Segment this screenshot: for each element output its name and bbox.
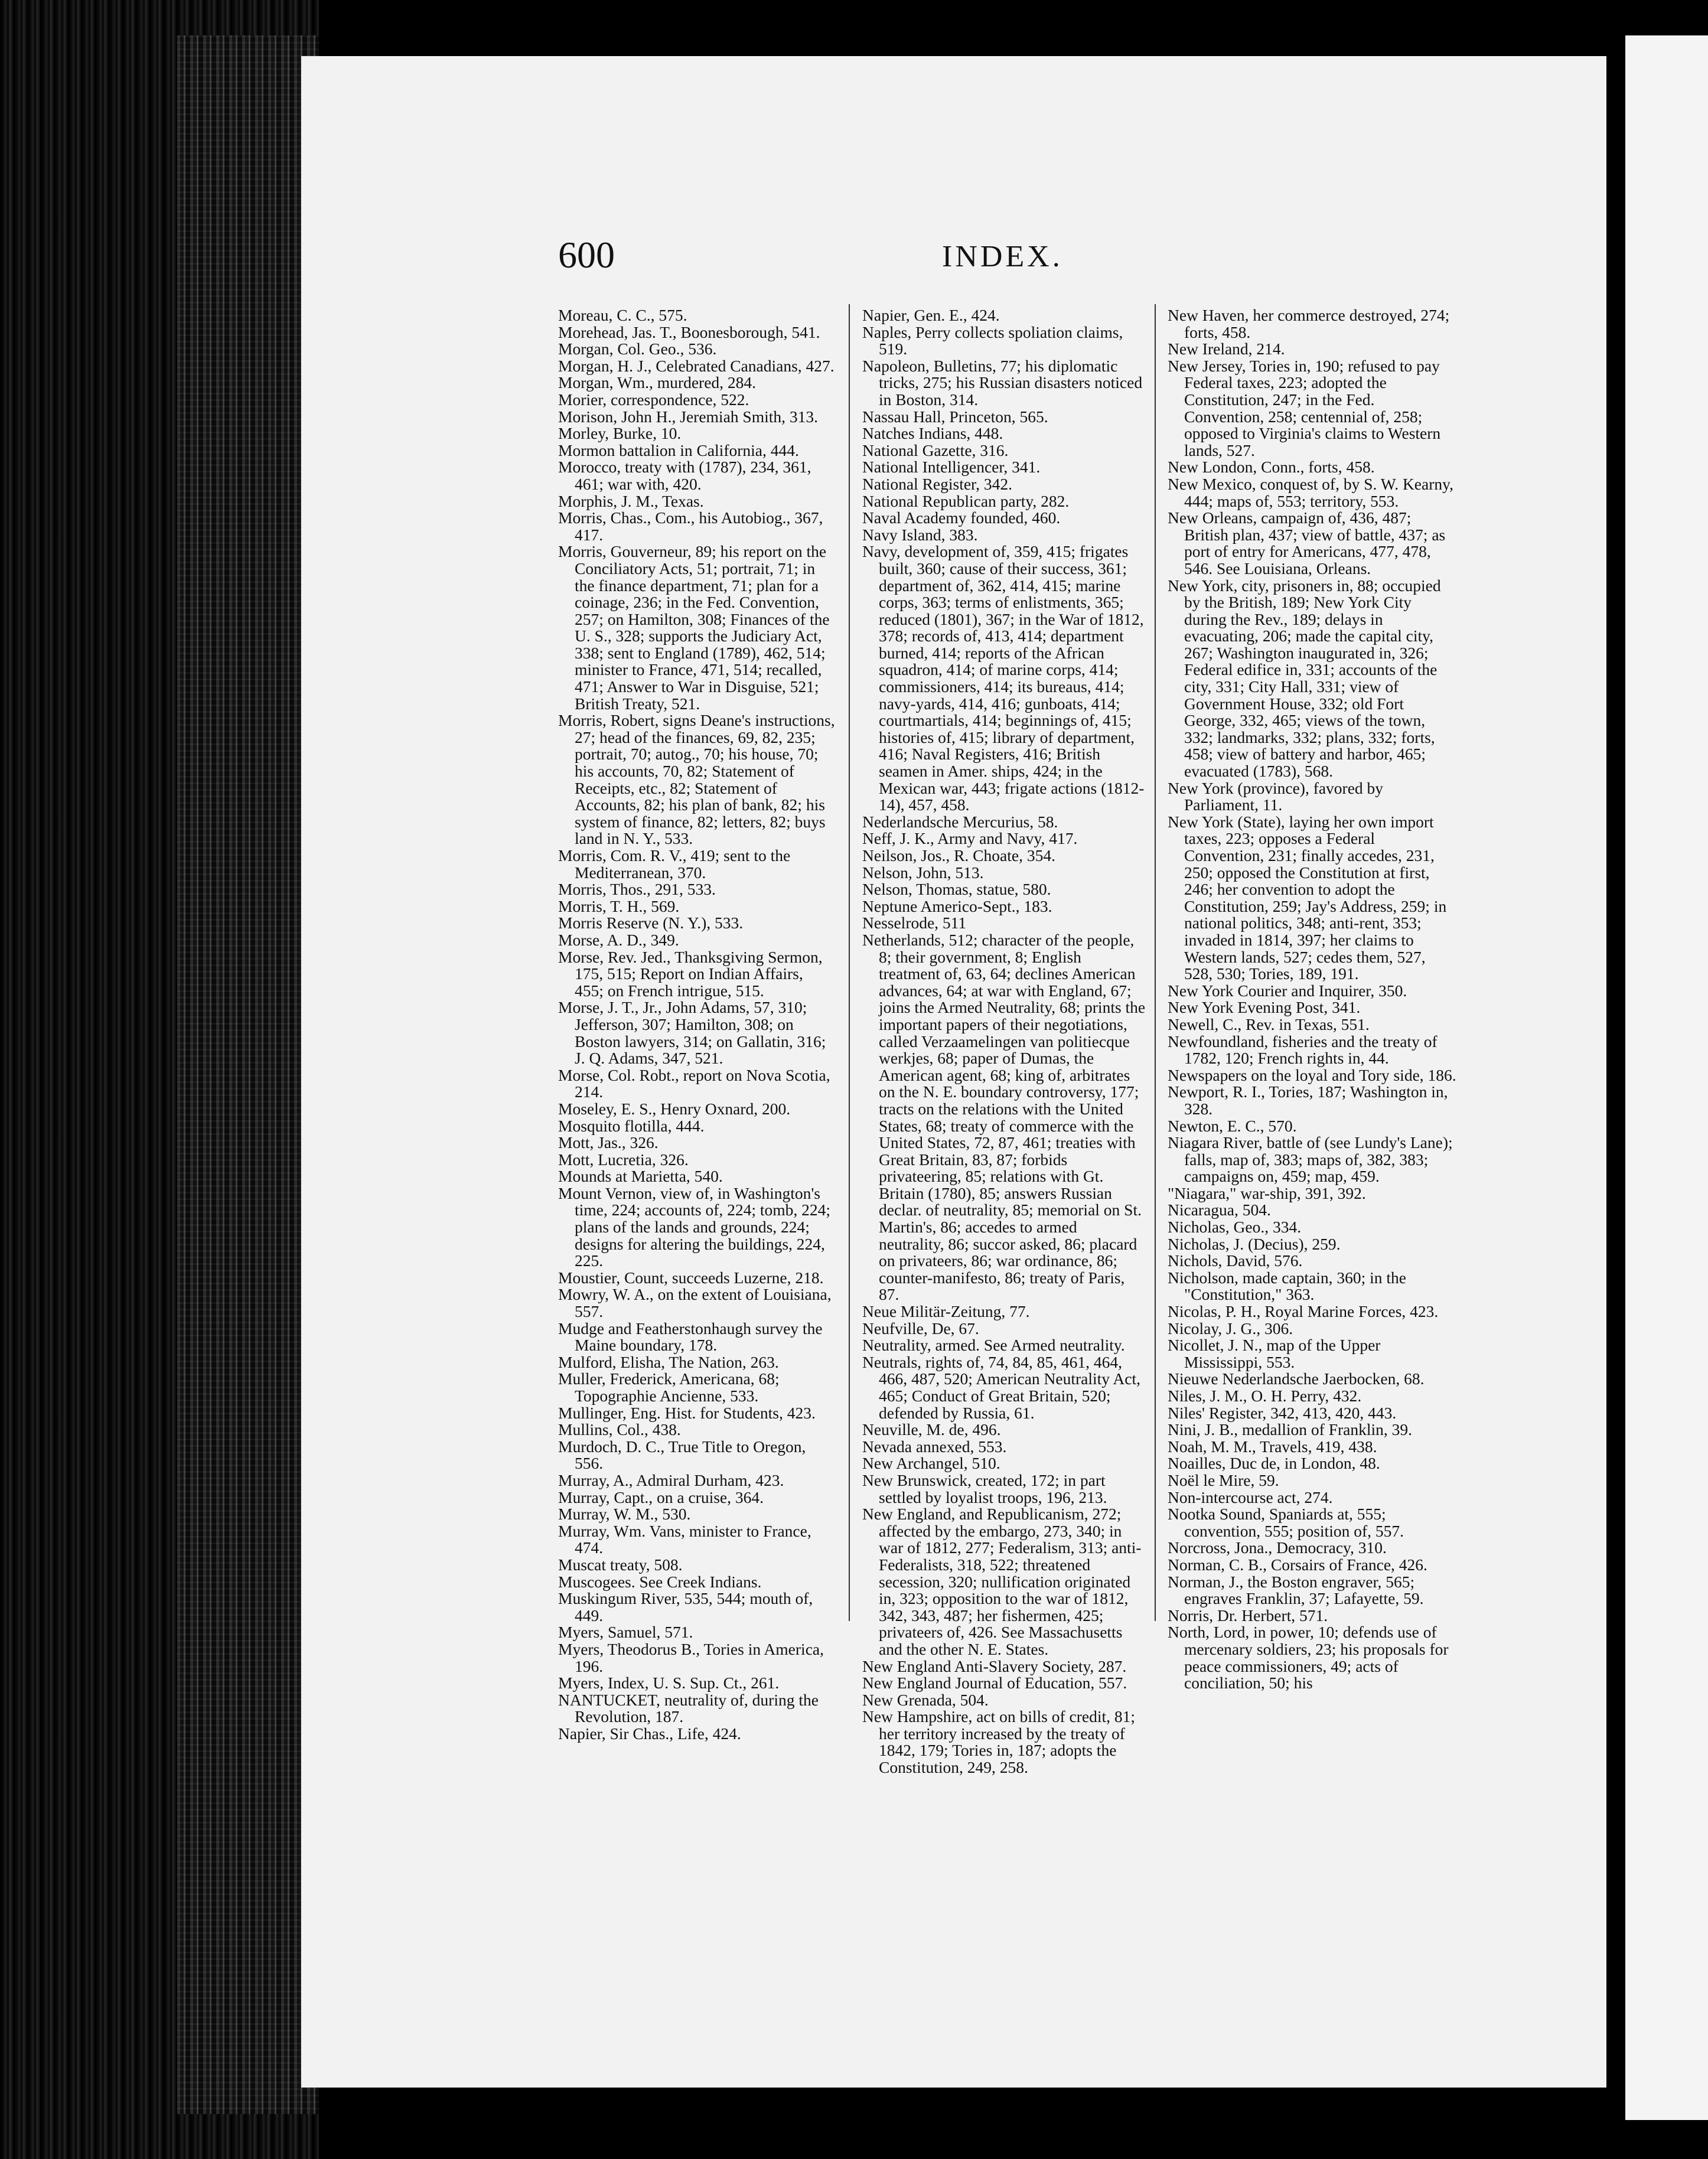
- index-entry: Morphis, J. M., Texas.: [558, 491, 704, 510]
- index-entry: Neufville, De, 67.: [862, 1319, 979, 1338]
- index-entry: Morison, John H., Jeremiah Smith, 313.: [558, 407, 818, 426]
- index-entry: National Intelligencer, 341.: [862, 458, 1041, 477]
- index-entry: Murray, Wm. Vans, minister to France, 474.: [558, 1521, 811, 1557]
- index-entry: Norcross, Jona., Democracy, 310.: [1168, 1538, 1387, 1557]
- index-entry: Neutrals, rights of, 74, 84, 85, 461, 464, 466, 487, 520; American Neutrality Act, 465; Conduct of Great Britain, 520; defended by Russia, 61.: [862, 1352, 1140, 1422]
- index-entry: Morris, Robert, signs Deane's instructions, 27; head of the finances, 69, 82, 235; portrait, 70; autog., 70; his house, 70; his accounts, 70, 82; Statement of Receipts, etc., 82; Statement of Accounts, 82; his plan of bank, 82; his system of finance, 82; letters, 82; buys land in N. Y., 533.: [558, 711, 835, 848]
- index-entry: Morse, Col. Robt., report on Nova Scotia, 214.: [558, 1065, 830, 1101]
- index-entry: Mowry, W. A., on the extent of Louisiana, 557.: [558, 1285, 832, 1321]
- index-entry: New Orleans, campaign of, 436, 487; British plan, 437; view of battle, 437; as port of entry for Americans, 477, 478, 546. See Louisiana, Orleans.: [1168, 508, 1446, 578]
- index-entry: Nini, J. B., medallion of Franklin, 39.: [1168, 1420, 1413, 1439]
- index-entry: Neuville, M. de, 496.: [862, 1420, 1001, 1439]
- index-entry: Nelson, Thomas, statue, 580.: [862, 880, 1051, 899]
- index-entry: Mounds at Marietta, 540.: [558, 1167, 723, 1186]
- index-entry: Morehead, Jas. T., Boonesborough, 541.: [558, 322, 820, 341]
- index-entry: Nicolas, P. H., Royal Marine Forces, 423.: [1168, 1302, 1439, 1321]
- index-entry: Newspapers on the loyal and Tory side, 186.: [1168, 1065, 1456, 1084]
- index-entry: Nassau Hall, Princeton, 565.: [862, 407, 1048, 426]
- index-entry: Napier, Sir Chas., Life, 424.: [558, 1724, 741, 1743]
- index-entry: New Haven, her commerce destroyed, 274; forts, 458.: [1168, 306, 1450, 341]
- index-entry: Mulford, Elisha, The Nation, 263.: [558, 1352, 779, 1371]
- index-entry: Nieuwe Nederlandsche Jaerbocken, 68.: [1168, 1369, 1425, 1388]
- index-entry: "Niagara," war-ship, 391, 392.: [1168, 1183, 1366, 1202]
- index-entry: New York Courier and Inquirer, 350.: [1168, 981, 1407, 1000]
- index-entry: Nesselrode, 511: [862, 914, 967, 932]
- page-edges: [177, 35, 319, 2114]
- index-entry: Morier, correspondence, 522.: [558, 390, 749, 409]
- index-entry: Niagara River, battle of (see Lundy's Lane); falls, map of, 383; maps of, 382, 383; campaigns on, 459; map, 459.: [1168, 1133, 1453, 1186]
- index-entry: Morley, Burke, 10.: [558, 424, 682, 443]
- index-entry: Morris, T. H., 569.: [558, 896, 680, 915]
- index-entry: Nootka Sound, Spaniards at, 555; convention, 555; position of, 557.: [1168, 1505, 1404, 1540]
- index-entry: Navy, development of, 359, 415; frigates built, 360; cause of their success, 361; department of, 362, 414, 415; marine corps, 363; terms of enlistments, 365; reduced (1801), 367; in the War of 1812, 378; records of, 413, 414; department burned, 414; reports of the African squadron, 414; of marine corps, 414; commissioners, 414; its bureaus, 414; navy-yards, 414, 416; gunboats, 414; courtmartials, 414; beginnings of, 415; histories of, 415; library of department, 416; Naval Registers, 416; British seamen in Amer. ships, 424; in the Mexican war, 443; frigate actions (1812-14), 457, 458.: [862, 542, 1145, 814]
- index-entry: Noailles, Duc de, in London, 48.: [1168, 1454, 1380, 1473]
- index-entry: Mullins, Col., 438.: [558, 1420, 681, 1439]
- index-entry: Norris, Dr. Herbert, 571.: [1168, 1606, 1328, 1625]
- index-entry: Muscat treaty, 508.: [558, 1555, 683, 1574]
- index-entry: Noël le Mire, 59.: [1168, 1470, 1279, 1489]
- index-entry: Nicaragua, 504.: [1168, 1201, 1271, 1219]
- index-entry: Morse, A. D., 349.: [558, 930, 679, 949]
- index-entry: Mott, Lucretia, 326.: [558, 1150, 689, 1169]
- index-entry: Nicollet, J. N., map of the Upper Mississippi, 553.: [1168, 1336, 1381, 1371]
- index-entry: Niles, J. M., O. H. Perry, 432.: [1168, 1387, 1362, 1405]
- index-entry: New York Evening Post, 341.: [1168, 998, 1361, 1017]
- index-entry: Morgan, Col. Geo., 536.: [558, 340, 717, 358]
- index-entry: Myers, Theodorus B., Tories in America, 196.: [558, 1639, 824, 1675]
- index-entry: Nelson, John, 513.: [862, 863, 984, 882]
- index-column-2: [862, 307, 1146, 1776]
- index-entry: National Gazette, 316.: [862, 441, 1009, 459]
- index-entry: Morris, Com. R. V., 419; sent to the Mediterranean, 370.: [558, 846, 791, 882]
- index-entry: Naval Academy founded, 460.: [862, 508, 1061, 527]
- index-entry: Nederlandsche Mercurius, 58.: [862, 812, 1058, 831]
- index-entry: Nicholas, J. (Decius), 259.: [1168, 1234, 1341, 1253]
- index-entry: Nichols, David, 576.: [1168, 1251, 1303, 1270]
- index-entry: New Brunswick, created, 172; in part settled by loyalist troops, 196, 213.: [862, 1470, 1107, 1506]
- index-entry: Mott, Jas., 326.: [558, 1133, 659, 1152]
- index-entry: New Jersey, Tories in, 190; refused to pay Federal taxes, 223; adopted the Constitution, 247; in the Fed. Convention, 258; centennial of, 258; opposed to Virginia's claims to Western lands, 527.: [1168, 356, 1441, 459]
- index-column-1: [558, 307, 836, 1742]
- index-entry: New Grenada, 504.: [862, 1690, 989, 1709]
- index-entry: Natches Indians, 448.: [862, 424, 1003, 443]
- index-entry: Newell, C., Rev. in Texas, 551.: [1168, 1015, 1370, 1033]
- index-entry: Mosquito flotilla, 444.: [558, 1116, 705, 1135]
- index-entry: Netherlands, 512; character of the people, 8; their government, 8; English treatment of, 63, 64; declines American advances, 64; at war with England, 67; joins the Armed Neutrality, 68; prints the important papers of their negotiations, called Verzaamelingen van politiecque werkjes, 68; paper of Dumas, the American agent, 68; king of, arbitrates on the N. E. boundary controversy, 177; tracts on the relations with the United States, 68; treaty of commerce with the United States, 72, 87, 461; treaties with Great Britain, 83, 87; forbids privateering, 85; relations with Gt. Britain (1780), 85; answers Russian declar. of neutrality, 85; memorial on St. Martin's, 86; accedes to armed neutrality, 86; succor asked, 86; placard on privateers, 86; war ordinance, 86; counter-manifesto, 86; treaty of Paris, 87.: [862, 930, 1146, 1304]
- index-entry: Neptune Americo-Sept., 183.: [862, 896, 1052, 915]
- index-entry: Newfoundland, fisheries and the treaty of 1782, 120; French rights in, 44.: [1168, 1032, 1438, 1068]
- index-entry: New York, city, prisoners in, 88; occupied by the British, 189; New York City during the Rev., 189; delays in evacuating, 206; made the capital city, 267; Washington inaugurated in, 326; Federal edifice in, 331; accounts of the city, 331; City Hall, 331; view of Government House, 332; old Fort George, 332, 465; views of the town, 332; landmarks, 332; plans, 332; forts, 458; view of battery and harbor, 465; evacuated (1783), 568.: [1168, 576, 1441, 781]
- index-entry: Norman, C. B., Corsairs of France, 426.: [1168, 1555, 1427, 1574]
- index-entry: Napoleon, Bulletins, 77; his diplomatic tricks, 275; his Russian disasters noticed in Boston, 314.: [862, 356, 1143, 409]
- index-entry: Neue Militär-Zeitung, 77.: [862, 1302, 1030, 1321]
- index-entry: Neilson, Jos., R. Choate, 354.: [862, 846, 1055, 865]
- index-entry: Norman, J., the Boston engraver, 565; engraves Franklin, 37; Lafayette, 59.: [1168, 1572, 1424, 1608]
- index-entry: Muller, Frederick, Americana, 68; Topographie Ancienne, 533.: [558, 1369, 780, 1405]
- index-entry: Newton, E. C., 570.: [1168, 1116, 1297, 1135]
- index-entry: National Register, 342.: [862, 474, 1012, 493]
- index-entry: Myers, Index, U. S. Sup. Ct., 261.: [558, 1674, 780, 1692]
- index-entry: Napier, Gen. E., 424.: [862, 306, 1000, 324]
- index-column-3: [1168, 307, 1457, 1692]
- index-entry: Morgan, H. J., Celebrated Canadians, 427.: [558, 356, 835, 375]
- index-entry: Nicholson, made captain, 360; in the "Constitution," 363.: [1168, 1268, 1407, 1304]
- index-entry: Muskingum River, 535, 544; mouth of, 449.: [558, 1589, 813, 1625]
- index-entry: New Archangel, 510.: [862, 1454, 1000, 1473]
- index-entry: Noah, M. M., Travels, 419, 438.: [1168, 1437, 1377, 1456]
- index-entry: New Hampshire, act on bills of credit, 81; her territory increased by the treaty of 1842, 179; Tories in, 187; adopts the Constitution, 249, 258.: [862, 1707, 1136, 1777]
- index-entry: Naples, Perry collects spoliation claims, 519.: [862, 322, 1123, 358]
- facing-page-edge: [1625, 35, 1708, 2120]
- index-entry: Mount Vernon, view of, in Washington's time, 224; accounts of, 224; tomb, 224; plans of the lands and grounds, 224; designs for altering the buildings, 224, 225.: [558, 1183, 831, 1270]
- index-entry: North, Lord, in power, 10; defends use of mercenary soldiers, 23; his proposals for peace commissioners, 49; acts of conciliation, 50; his: [1168, 1623, 1449, 1692]
- index-entry: Non-intercourse act, 274.: [1168, 1488, 1333, 1506]
- index-entry: New Mexico, conquest of, by S. W. Kearny, 444; maps of, 553; territory, 553.: [1168, 474, 1453, 510]
- index-entry: Niles' Register, 342, 413, 420, 443.: [1168, 1403, 1397, 1422]
- index-entry: Mullinger, Eng. Hist. for Students, 423.: [558, 1403, 816, 1422]
- index-entry: New York (province), favored by Parliament, 11.: [1168, 778, 1384, 814]
- index-entry: Moustier, Count, succeeds Luzerne, 218.: [558, 1268, 824, 1287]
- index-entry: Morris, Gouverneur, 89; his report on the Conciliatory Acts, 51; portrait, 71; in the finance department, 71; plan for a coinage, 236; in the Fed. Convention, 257; on Hamilton, 308; Finances of the U. S., 328; supports the Judiciary Act, 338; sent to England (1789), 462, 514; minister to France, 471, 514; recalled, 471; Answer to War in Disguise, 521; British Treaty, 521.: [558, 542, 830, 713]
- index-entry: Morgan, Wm., murdered, 284.: [558, 373, 757, 392]
- index-entry: Muscogees. See Creek Indians.: [558, 1572, 762, 1591]
- index-entry: Morse, J. T., Jr., John Adams, 57, 310; Jefferson, 307; Hamilton, 308; on Boston lawyers, 314; on Gallatin, 316; J. Q. Adams, 347, 521.: [558, 998, 826, 1068]
- index-entry: Nicholas, Geo., 334.: [1168, 1218, 1302, 1237]
- index-entry: Morris, Thos., 291, 533.: [558, 880, 716, 899]
- index-entry: NANTUCKET, neutrality of, during the Revolution, 187.: [558, 1690, 819, 1726]
- running-head: INDEX.: [942, 240, 1063, 273]
- index-entry: Morse, Rev. Jed., Thanksgiving Sermon, 175, 515; Report on Indian Affairs, 455; on French intrigue, 515.: [558, 947, 823, 1000]
- index-entry: Murray, A., Admiral Durham, 423.: [558, 1470, 784, 1489]
- index-entry: Moreau, C. C., 575.: [558, 306, 687, 324]
- index-entry: Murray, W. M., 530.: [558, 1505, 691, 1524]
- index-entry: Navy Island, 383.: [862, 525, 978, 544]
- index-entry: New England, and Republicanism, 272; affected by the embargo, 273, 340; in war of 1812, 277; Federalism, 313; anti-Federalists, 318, 522; threatened secession, 320; nullification originated in, 323; opposition to the war of 1812, 342, 343, 487; her fishermen, 425; privateers of, 426. See Massachusetts and the other N. E. States.: [862, 1505, 1142, 1658]
- index-entry: Neutrality, armed. See Armed neutrality.: [862, 1336, 1125, 1355]
- index-entry: Neff, J. K., Army and Navy, 417.: [862, 829, 1078, 848]
- index-entry: New England Anti-Slavery Society, 287.: [862, 1656, 1127, 1675]
- index-entry: Murdoch, D. C., True Title to Oregon, 556.: [558, 1437, 806, 1473]
- column-rule: [1155, 304, 1156, 1621]
- index-entry: Morris, Chas., Com., his Autobiog., 367, 417.: [558, 508, 823, 544]
- index-entry: Mormon battalion in California, 444.: [558, 441, 799, 459]
- index-entry: Newport, R. I., Tories, 187; Washington in, 328.: [1168, 1082, 1448, 1118]
- column-rule: [849, 304, 850, 1621]
- index-entry: National Republican party, 282.: [862, 491, 1070, 510]
- index-entry: Nevada annexed, 553.: [862, 1437, 1007, 1456]
- index-entry: Myers, Samuel, 571.: [558, 1623, 693, 1642]
- index-entry: Mudge and Featherstonhaugh survey the Maine boundary, 178.: [558, 1319, 823, 1355]
- index-entry: New England Journal of Education, 557.: [862, 1674, 1127, 1692]
- index-entry: New Ireland, 214.: [1168, 340, 1285, 358]
- index-entry: Nicolay, J. G., 306.: [1168, 1319, 1293, 1338]
- index-entry: New York (State), laying her own import taxes, 223; opposes a Federal Convention, 231; finally accedes, 231, 250; opposed the Constitution at first, 246; her convention to adopt the Constitution, 259; Jay's Address, 259; in national politics, 348; anti-rent, 353; invaded in 1814, 397; her claims to Western lands, 527; cedes them, 527, 528, 530; Tories, 189, 191.: [1168, 812, 1447, 983]
- index-entry: Murray, Capt., on a cruise, 364.: [558, 1488, 764, 1506]
- index-entry: Moseley, E. S., Henry Oxnard, 200.: [558, 1099, 791, 1118]
- index-entry: New London, Conn., forts, 458.: [1168, 458, 1375, 477]
- index-entry: Morocco, treaty with (1787), 234, 361, 461; war with, 420.: [558, 458, 811, 493]
- index-entry: Morris Reserve (N. Y.), 533.: [558, 914, 744, 932]
- page-number: 600: [558, 234, 615, 276]
